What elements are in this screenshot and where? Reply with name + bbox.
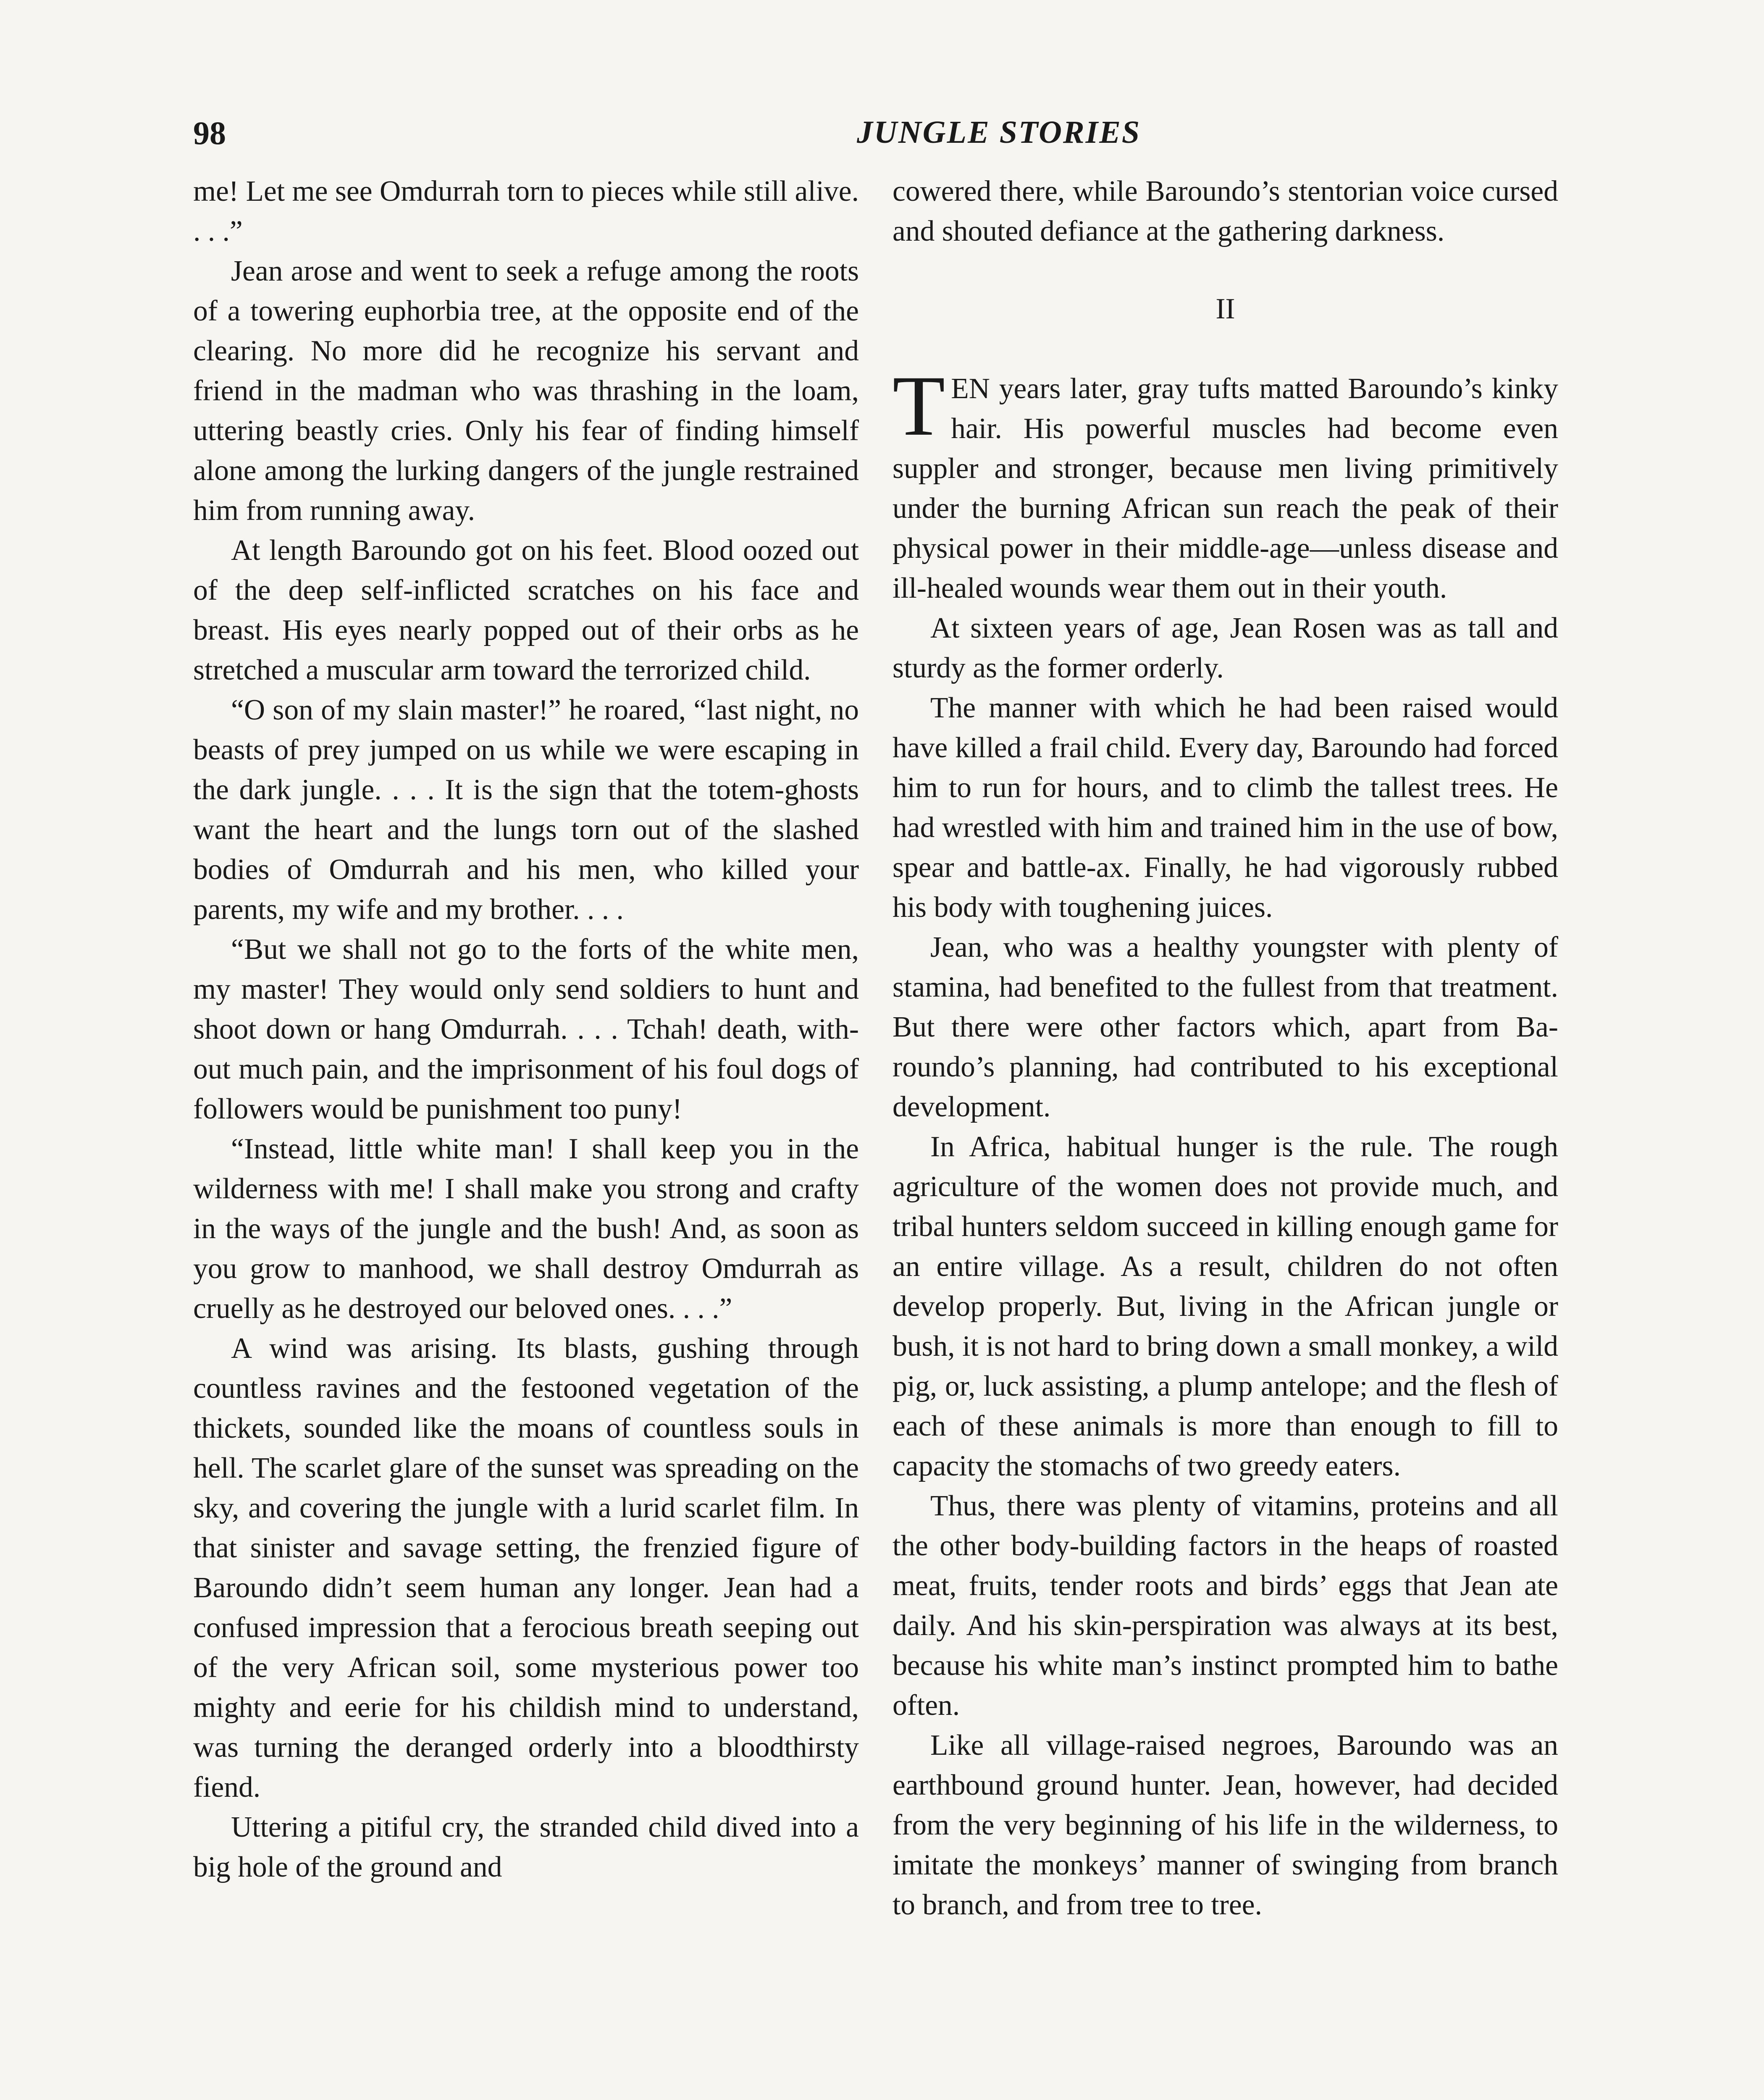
paragraph: Jean, who was a healthy youngster with plenty of stamina, had benefited to the fullest from that treatment. But there were other factors which, apart from Baroundo’s planning, had contributed to his exceptional development.: [892, 931, 1558, 1123]
right-column: [892, 171, 1558, 2100]
page-number: 98: [193, 115, 226, 151]
paragraph: Like all village-raised negroes, Baroundo was an earthbound ground hunter. Jean, however, had decided from the very beginning of his life in the wilderness, to imitate the monkeys’ manner of swinging from branch to branch, and from tree to tree.: [892, 1729, 1558, 1921]
paragraph: The manner with which he had been raised would have killed a frail child. Every day, Baroundo had forced him to run for hours, and to climb the tallest trees. He had wrestled with him and trained him in the use of bow, spear and battle-ax. Finally, he had vigorously rubbed his body with toughening juices.: [892, 692, 1558, 924]
paragraph: A wind was arising. Its blasts, gushing through countless ravines and the festooned vegetation of the thickets, sounded like the moans of countless souls in hell. The scarlet glare of the sunset was spreading on the sky, and covering the jungle with a lurid scarlet film. In that sinister and savage setting, the frenzied figure of Baroundo didn’t seem human any longer. Jean had a confused impression that a ferocious breath seeping out of the very African soil, some mysterious power too mighty and eerie for his childish mind to understand, was turning the deranged orderly into a bloodthirsty fiend.: [193, 1332, 859, 1803]
paragraph: In Africa, habitual hunger is the rule. The rough agriculture of the women does not provide much, and tribal hunters seldom succeed in killing enough game for an entire village. As a result, children do not often develop properly. But, living in the African jungle or bush, it is not hard to bring down a small monkey, a wild pig, or, luck assisting, a plump antelope; and the flesh of each of these animals is more than enough to fill to capacity the stomachs of two greedy eaters.: [892, 1131, 1558, 1482]
drop-cap: T: [892, 358, 945, 454]
running-title: JUNGLE STORIES: [857, 115, 1141, 150]
paragraph: Jean arose and went to seek a refuge among the roots of a towering euphorbia tree, at the opposite end of the clearing. No more did he recognize his servant and friend in the madman who was thrashing in the loam, uttering beastly cries. Only his fear of finding himself alone among the lurking dangers of the jungle restrained him from running away.: [193, 255, 859, 527]
chapter-opening-paragraph: [892, 358, 1558, 608]
drop-cap-paragraph-text: EN years later, gray tufts matted Baroundo’s kinky hair. His powerful muscles had become even suppler and stronger, because men living primitively under the burning African sun reach the peak of their physical power in their middle-age—unless disease and ill-healed wounds wear them out in their youth.: [892, 373, 1558, 604]
paragraph: At length Baroundo got on his feet. Blood oozed out of the deep self-inflicted scratches on his face and breast. His eyes nearly popped out of their orbs as he stretched a muscular arm toward the terrorized child.: [193, 534, 859, 686]
paragraph: Uttering a pitiful cry, the stranded child dived into a big hole of the ground and: [193, 1811, 859, 1883]
left-column: [193, 171, 859, 2100]
paragraph: “O son of my slain master!” he roared, “last night, no beasts of prey jumped on us while we were escaping in the dark jungle. . . . It is the sign that the totem-ghosts want the heart and the lungs torn out of the slashed bodies of Omdurrah and his men, who killed your parents, my wife and my brother. . . .: [193, 694, 859, 926]
paragraph: me! Let me see Omdurrah torn to pieces while still alive. . . .”: [193, 175, 859, 247]
paragraph: “But we shall not go to the forts of the white men, my master! They would only send soldiers to hunt and shoot down or hang Omdurrah. . . . Tchah! death, without much pain, and the imprisonment of his foul dogs of followers would be punishment too puny!: [193, 933, 859, 1125]
paragraph: “Instead, little white man! I shall keep you in the wilderness with me! I shall make you strong and crafty in the ways of the jungle and the bush! And, as soon as you grow to manhood, we shall destroy Omdurrah as cruelly as he destroyed our beloved ones. . . .”: [193, 1133, 859, 1325]
section-number: II: [1215, 293, 1235, 325]
page-header: [0, 0, 1764, 176]
paragraph: Thus, there was plenty of vitamins, proteins and all the other body-building factors in the heaps of roasted meat, fruits, tender roots and birds’ eggs that Jean ate daily. And his skin-perspiration was always at its best, because his white man’s instinct prompted him to bathe often.: [892, 1490, 1558, 1722]
paragraph: At sixteen years of age, Jean Rosen was as tall and sturdy as the former orderly.: [892, 612, 1558, 684]
paragraph: cowered there, while Baroundo’s stentorian voice cursed and shouted defiance at the gathering darkness.: [892, 175, 1558, 247]
